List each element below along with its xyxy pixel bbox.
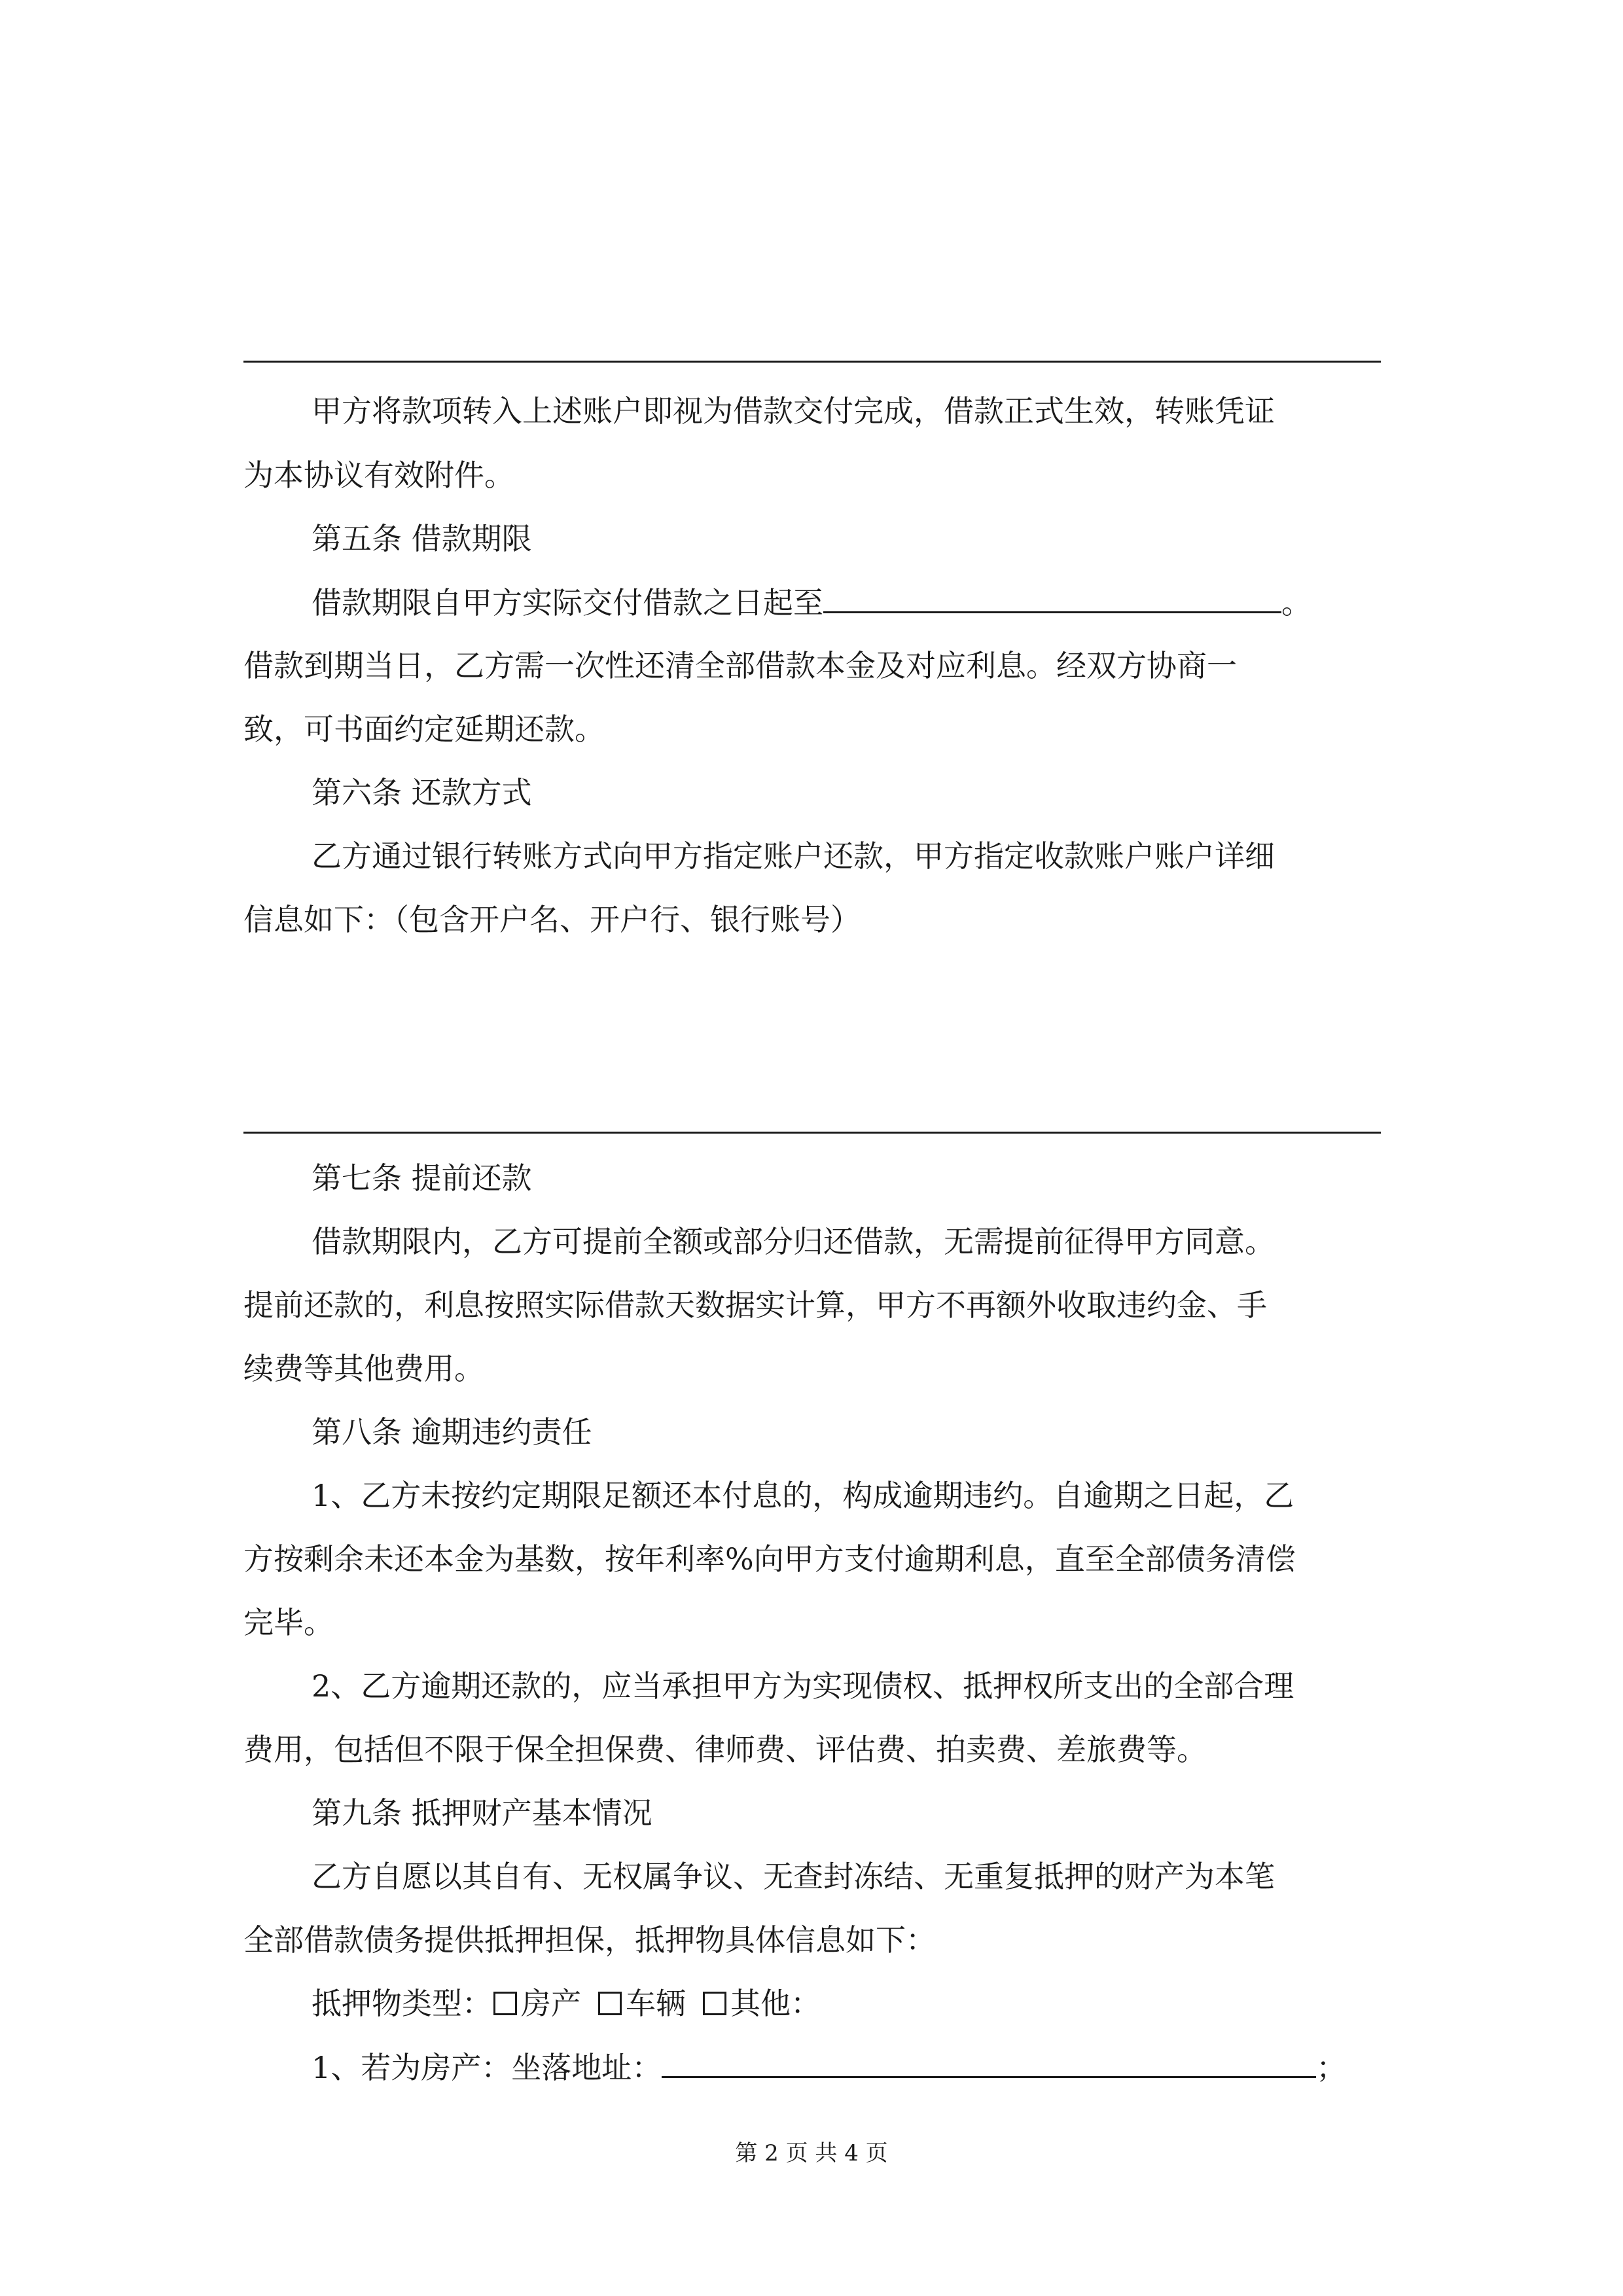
collateral-type-label: 抵押物类型： [312,1986,492,2021]
checkbox-other[interactable] [703,1992,726,2015]
paragraph-line-with-blank [312,583,1381,622]
section-heading-9: 第九条 抵押财产基本情况 [312,1795,652,1831]
paragraph-line: 乙方自愿以其自有、无权属争议、无查封冻结、无重复抵押的财产为本笔 [312,1859,1275,1894]
section-heading-8: 第八条 逾期违约责任 [312,1414,592,1450]
paragraph-text: 。 [1281,585,1311,620]
paragraph-line: 续费等其他费用。 [243,1351,484,1386]
paragraph-line: 全部借款债务提供抵押担保，抵押物具体信息如下： [243,1922,936,1958]
paragraph-line: 提前还款的，利息按照实际借款天数据实计算，甲方不再额外收取违约金、手 [243,1287,1267,1323]
paragraph-text: ； [1316,2050,1347,2085]
account-info-rule [243,1132,1381,1134]
paragraph-line: 信息如下：（包含开户名、开户行、银行账号） [243,902,861,937]
paragraph-line: 费用，包括但不限于保全担保费、律师费、评估费、拍卖费、差旅费等。 [243,1732,1207,1767]
checkbox-vehicle-label: 车辆 [626,1986,686,2021]
property-address-line [312,2047,1381,2087]
paragraph-line: 2、乙方逾期还款的，应当承担甲方为实现债权、抵押权所支出的全部合理 [312,1668,1294,1704]
section-heading-7: 第七条 提前还款 [312,1160,532,1196]
paragraph-line: 为本协议有效附件。 [243,457,514,493]
paragraph-line: 完毕。 [243,1605,334,1640]
paragraph-text: 借款期限自甲方实际交付借款之日起至 [312,585,823,620]
paragraph-line: 甲方将款项转入上述账户即视为借款交付完成，借款正式生效，转账凭证 [312,393,1275,429]
checkbox-vehicle[interactable] [598,1992,622,2015]
paragraph-line: 致，可书面约定延期还款。 [243,711,605,747]
checkbox-other-label: 其他： [730,1986,821,2021]
paragraph-line: 借款期限内，乙方可提前全额或部分归还借款，无需提前征得甲方同意。 [312,1224,1275,1259]
page-number-footer: 第 2 页 共 4 页 [735,2140,888,2166]
paragraph-text: 1、若为房产：坐落地址： [312,2050,662,2085]
checkbox-property-label: 房产 [521,1986,581,2021]
paragraph-line: 方按剩余未还本金为基数，按年利率%向甲方支付逾期利息，直至全部债务清偿 [243,1541,1296,1577]
paragraph-line: 乙方通过银行转账方式向甲方指定账户还款，甲方指定收款账户账户详细 [312,838,1275,874]
checkbox-property[interactable] [493,1992,517,2015]
paragraph-line: 1、乙方未按约定期限足额还本付息的，构成逾期违约。自逾期之日起，乙 [312,1478,1294,1513]
top-rule [243,361,1381,363]
paragraph-line: 借款到期当日，乙方需一次性还清全部借款本金及对应利息。经双方协商一 [243,648,1237,683]
fill-in-blank-end-date[interactable] [823,583,1281,613]
section-heading-6: 第六条 还款方式 [312,775,532,810]
section-heading-5: 第五条 借款期限 [312,521,532,556]
fill-in-blank-property-address[interactable] [662,2047,1316,2078]
collateral-type-line [312,1984,1381,2023]
